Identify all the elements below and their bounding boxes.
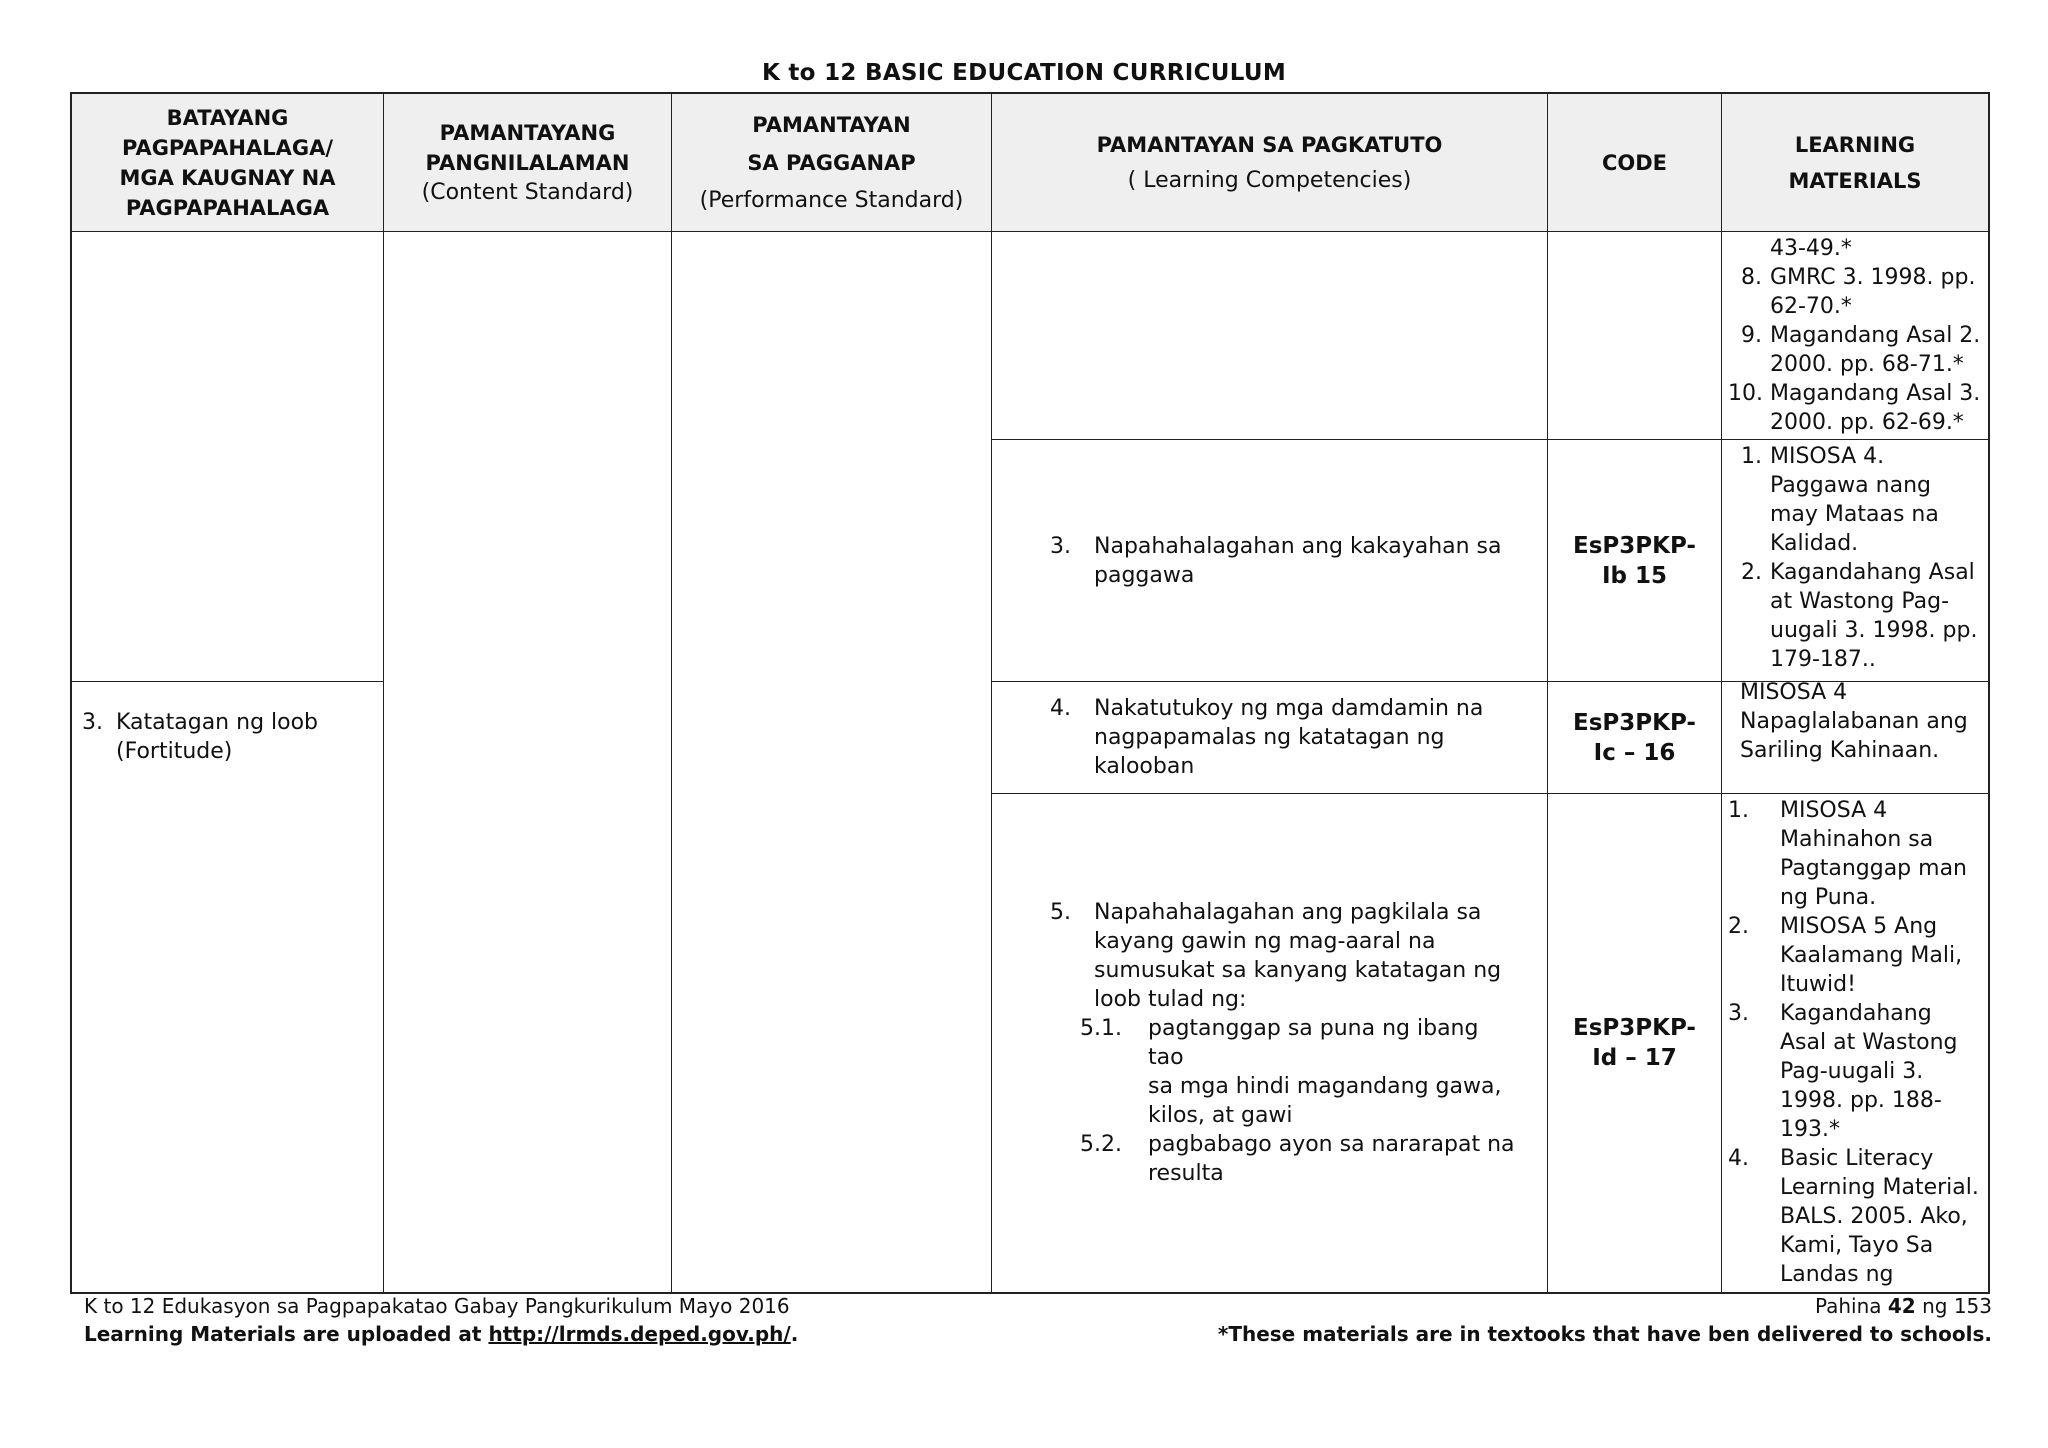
page-number-current: 42 [1887, 1294, 1916, 1318]
code-line: EsP3PKP- [1573, 532, 1696, 559]
material-line: Kaalamang Mali, [1780, 943, 1963, 968]
competency-number: 4. [1050, 696, 1071, 721]
competency-subitem [1080, 1130, 1517, 1188]
material-item [1728, 796, 1982, 912]
code-line: EsP3PKP- [1573, 1015, 1696, 1041]
competency-line: kalooban [1094, 754, 1195, 779]
core-value-line: (Fortitude) [116, 739, 233, 764]
material-number: 8. [1741, 265, 1762, 290]
material-item [1728, 999, 1982, 1144]
header-line: LEARNING [1794, 132, 1916, 157]
competency-line: Napahahalagahan ang pagkilala sa [1094, 900, 1482, 925]
competency-line: Napahahalagahan ang kakayahan sa [1094, 533, 1502, 559]
header-line: MGA KAUGNAY NA [119, 165, 336, 190]
material-line: Kalidad. [1770, 531, 1859, 556]
header-line: PANGNILALAMAN [425, 150, 630, 175]
content-standard-cell [384, 232, 672, 1292]
footer-textbook-note: *These materials are in textooks that have ben delivered to schools. [1217, 1322, 1992, 1346]
code-line: Ib 15 [1601, 562, 1668, 589]
material-line: Sariling Kahinaan. [1740, 738, 1940, 763]
material-line: at Wastong Pag- [1770, 589, 1950, 614]
material-line: Kagandahang Asal [1770, 560, 1975, 585]
material-line: Learning Material. [1780, 1175, 1979, 1200]
material-line: ng Puna. [1780, 885, 1877, 910]
material-line: Mahinahon sa [1780, 827, 1934, 852]
material-line: Paggawa nang [1770, 473, 1931, 498]
lrmds-link[interactable]: http://lrmds.deped.gov.ph/ [488, 1322, 791, 1346]
competency-line: sumusukat sa kanyang katatagan ng [1094, 958, 1502, 983]
material-item [1728, 379, 1982, 437]
material-number: 3. [1728, 1001, 1749, 1026]
core-value-item [72, 708, 383, 766]
competency-empty-cell [992, 232, 1548, 440]
core-value-cell [72, 682, 384, 1292]
header-learning-competencies [992, 94, 1548, 232]
material-line: Kagandahang [1780, 1001, 1932, 1026]
header-line: BATAYANG [166, 105, 289, 130]
header-code [1548, 94, 1722, 232]
header-line: (Performance Standard) [699, 187, 964, 213]
material-line: 1998. pp. 188- [1780, 1088, 1942, 1113]
material-item [1728, 1144, 1982, 1289]
header-performance-standard [672, 94, 992, 232]
header-line: ( Learning Competencies) [1127, 167, 1412, 193]
competency-line: resulta [1148, 1161, 1224, 1186]
materials-cell-4 [1722, 794, 1988, 1292]
competency-item [1050, 694, 1517, 781]
competency-item [1050, 532, 1517, 590]
material-line: 179-187.. [1770, 647, 1876, 672]
material-line: 62-70.* [1770, 294, 1852, 319]
competency-number: 5. [1050, 900, 1071, 925]
competency-line: kilos, at gawi [1148, 1103, 1293, 1128]
material-number: 1. [1728, 798, 1749, 823]
competency-subnumber: 5.1. [1080, 1016, 1122, 1041]
material-line: may Mataas na [1770, 502, 1939, 527]
material-line: Asal at Wastong [1780, 1030, 1958, 1055]
material-line: Basic Literacy [1780, 1146, 1934, 1171]
material-line: Ituwid! [1780, 972, 1856, 997]
header-line: MATERIALS [1788, 168, 1922, 193]
curriculum-table [70, 92, 1990, 1294]
material-line: MISOSA 4. [1770, 444, 1885, 469]
header-line: PAGPAPAHALAGA [125, 195, 330, 220]
material-item [1728, 442, 1982, 558]
material-line: MISOSA 4 [1780, 798, 1888, 823]
header-line: PAMANTAYAN [752, 112, 911, 137]
header-line: PAGPAPAHALAGA/ [121, 135, 333, 160]
header-line: PAMANTAYAN SA PAGKATUTO [1096, 132, 1443, 157]
header-line: SA PAGGANAP [747, 150, 916, 175]
material-line: Pagtanggap man [1780, 856, 1967, 881]
material-line: 2000. pp. 62-69.* [1770, 410, 1964, 435]
footer-materials-note [84, 1322, 798, 1346]
competency-subitem [1080, 1014, 1517, 1130]
header-learning-materials [1722, 94, 1988, 232]
material-line: Landas ng [1780, 1262, 1894, 1287]
footer-materials-prefix: Learning Materials are uploaded at [84, 1322, 489, 1346]
footer-materials-suffix: . [790, 1322, 799, 1346]
competency-item [1050, 898, 1517, 1014]
material-line: Napaglalabanan ang [1740, 709, 1968, 734]
material-item [1728, 321, 1982, 379]
code-cell-2 [1548, 682, 1722, 794]
material-number: 10. [1728, 381, 1763, 406]
material-item [1728, 263, 1982, 321]
header-content-standard [384, 94, 672, 232]
material-line: GMRC 3. 1998. pp. [1770, 265, 1976, 290]
code-line: Id – 17 [1592, 1045, 1677, 1071]
header-line: PAMANTAYANG [439, 120, 616, 145]
material-line: BALS. 2005. Ako, [1780, 1204, 1968, 1229]
material-number: 9. [1741, 323, 1762, 348]
competency-cell-3 [992, 440, 1548, 682]
material-line: Magandang Asal 3. [1770, 381, 1981, 406]
material-line: 43-49.* [1770, 236, 1852, 261]
footer-document-title: K to 12 Edukasyon sa Pagpapakatao Gabay Pangkurikulum Mayo 2016 [84, 1294, 790, 1318]
performance-standard-cell [672, 232, 992, 1292]
competency-line: Nakatutukoy ng mga damdamin na [1094, 696, 1484, 721]
material-item [1728, 558, 1982, 674]
core-value-line: Katatagan ng loob [116, 710, 319, 735]
competency-cell-4 [992, 682, 1548, 794]
material-item [1728, 234, 1982, 263]
core-value-empty-cell [72, 232, 384, 682]
competency-line: paggawa [1094, 562, 1195, 588]
material-number: 2. [1728, 914, 1749, 939]
competency-line: sa mga hindi magandang gawa, [1148, 1074, 1502, 1099]
material-number: 2. [1741, 560, 1762, 585]
materials-cell-2 [1722, 440, 1988, 682]
code-line: Ic – 16 [1593, 739, 1676, 766]
page-title: K to 12 BASIC EDUCATION CURRICULUM [761, 60, 1287, 86]
material-line: 193.* [1780, 1117, 1840, 1142]
material-number [1728, 234, 1770, 263]
materials-cell-1 [1722, 232, 1988, 440]
page-number [1815, 1294, 1992, 1318]
material-line: MISOSA 5 Ang [1780, 914, 1938, 939]
code-cell-1 [1548, 440, 1722, 682]
material-line: Pag-uugali 3. [1780, 1059, 1924, 1084]
page-number-suffix: ng 153 [1915, 1294, 1992, 1318]
material-item [1728, 912, 1982, 999]
competency-line: pagbabago ayon sa nararapat na [1148, 1132, 1515, 1157]
material-line: MISOSA 4 [1740, 682, 1848, 705]
material-line: Kami, Tayo Sa [1780, 1233, 1934, 1258]
page-number-prefix: Pahina [1814, 1294, 1888, 1318]
competency-line: kayang gawin ng mag-aaral na [1094, 929, 1436, 954]
material-number: 4. [1728, 1146, 1749, 1171]
material-line: uugali 3. 1998. pp. [1770, 618, 1978, 643]
header-line: (Content Standard) [421, 179, 634, 205]
competency-cell-5 [992, 794, 1548, 1292]
code-line: EsP3PKP- [1573, 709, 1696, 736]
competency-line: nagpapamalas ng katatagan ng [1094, 725, 1445, 750]
competency-subnumber: 5.2. [1080, 1132, 1122, 1157]
competency-line: loob tulad ng: [1094, 987, 1247, 1012]
header-line: CODE [1601, 150, 1668, 175]
header-core-values [72, 94, 384, 232]
material-line: Magandang Asal 2. [1770, 323, 1981, 348]
competency-number: 3. [1050, 533, 1071, 559]
material-number: 1. [1741, 444, 1762, 469]
competency-line: pagtanggap sa puna ng ibang tao [1148, 1016, 1479, 1070]
materials-cell-3 [1722, 682, 1988, 794]
material-line: 2000. pp. 68-71.* [1770, 352, 1964, 377]
code-cell-3 [1548, 794, 1722, 1292]
core-value-number: 3. [82, 710, 103, 735]
code-empty-cell [1548, 232, 1722, 440]
